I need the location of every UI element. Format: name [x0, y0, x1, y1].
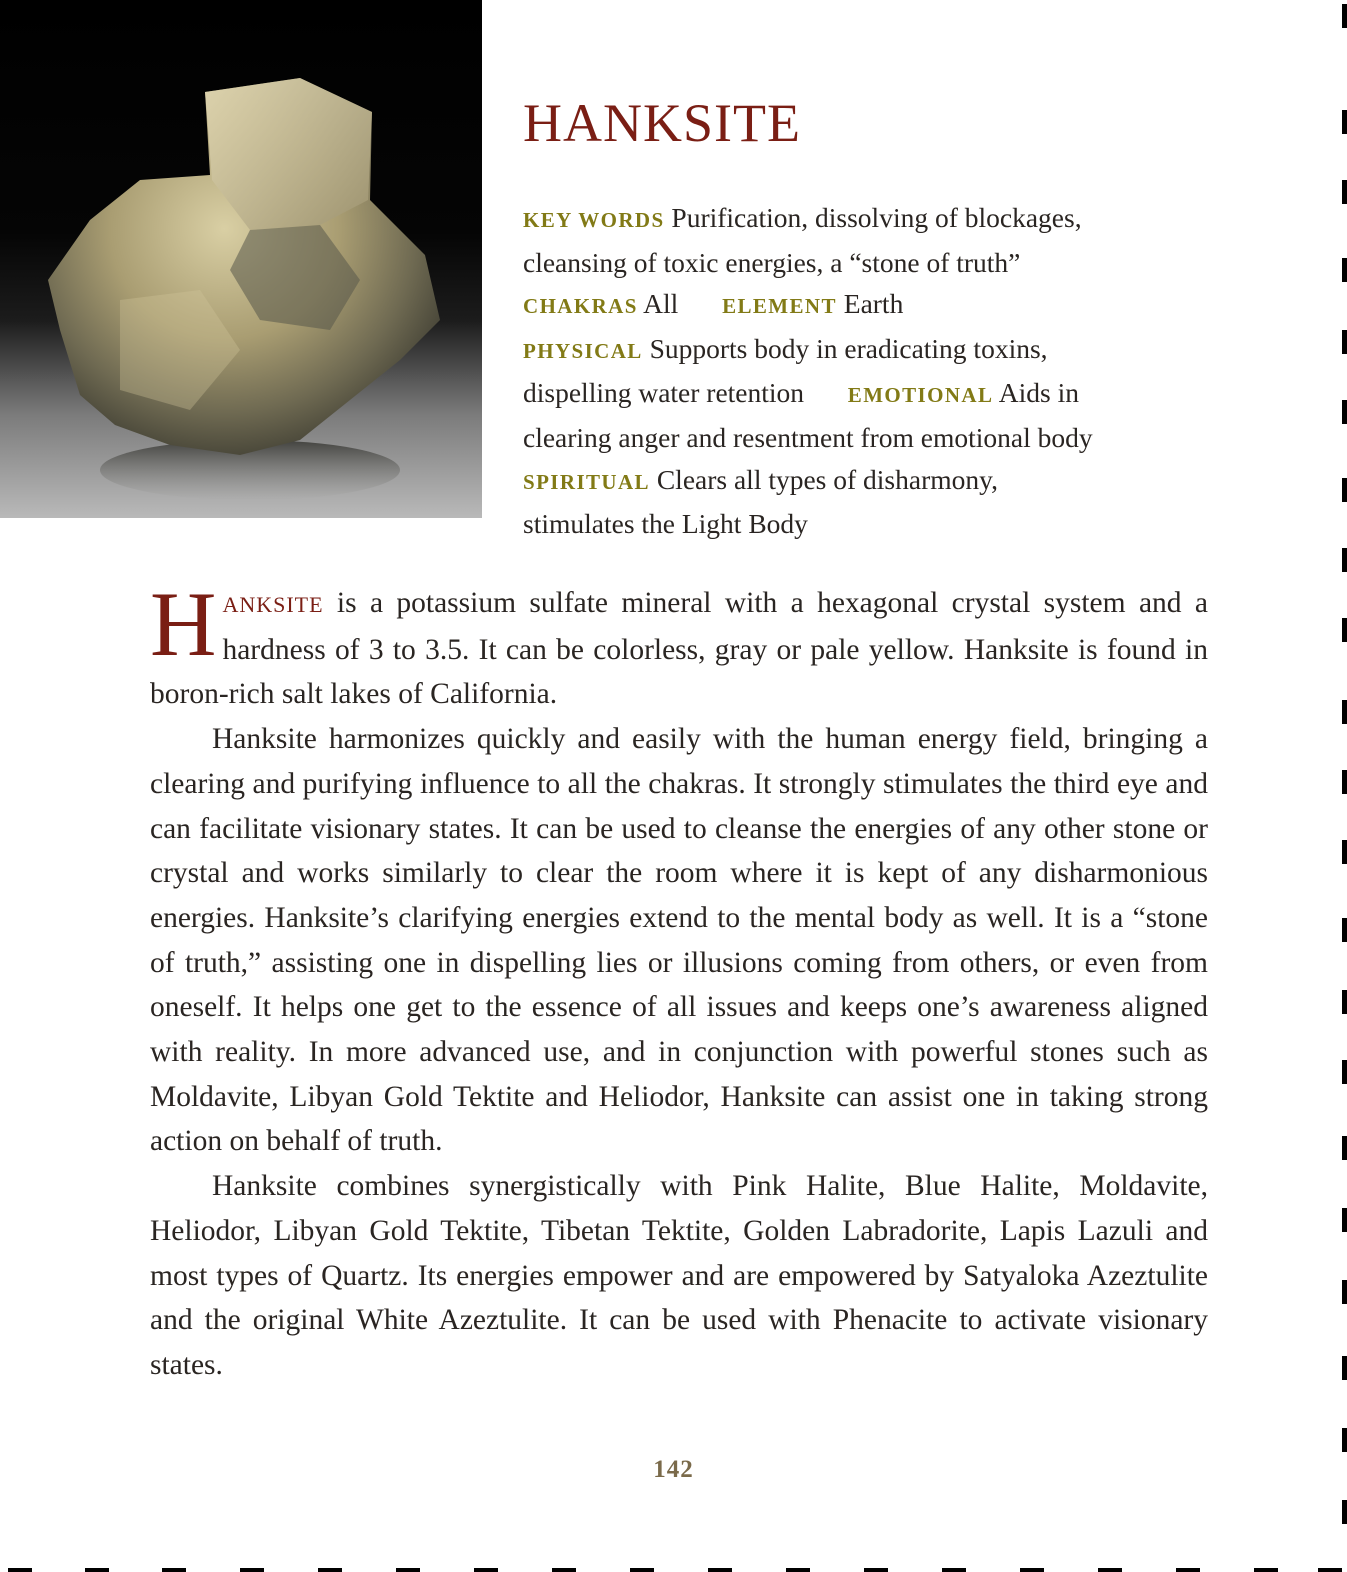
paragraph-properties: Hanksite harmonizes quickly and easily with the human energy field, bringing a clearing and purifying influence to all the chakras. It strongly stimulates the third eye and can facilitate visionary states. It can be used to cleanse the energies of any other stone or crystal and works similarly to clear the room where it is kept of any disharmonious energies. Hanksite’s clarifying energies extend to the mental body as well. It is a “stone of truth,” assisting one in dispelling lies or illusions coming from others, or even from oneself. It helps one get to the essence of all issues and keeps one’s awareness aligned with reality. In more advanced use, and in conjunction with powerful stones such as Moldavite, Libyan Gold Tektite and Heliodor, Hanksite can assist one in taking strong action on behalf of truth.: [150, 723, 1208, 1158]
page-title: HANKSITE: [523, 93, 801, 153]
spiritual-value: Clears all types of disharmony,: [656, 463, 998, 495]
paragraph-intro: [150, 573, 1208, 717]
element-label: ELEMENT: [722, 294, 837, 319]
emotional-label: EMOTIONAL: [847, 383, 994, 408]
physical-value-cont: dispelling water retention: [523, 377, 805, 409]
chakras-label: CHAKRAS: [523, 294, 638, 319]
paragraph-intro-text: is a potassium sulfate mineral with a hexagonal crystal system and a hardness of 3 to 3.5. It can be colorless, gray or pale yellow. Hanksite is found in boron-rich salt lakes of California.: [150, 587, 1208, 711]
spiritual-value-cont: stimulates the Light Body: [523, 508, 808, 540]
attributes-panel: [523, 197, 1223, 545]
drop-cap: H: [150, 573, 217, 675]
chakras-value: All: [643, 288, 679, 320]
hanksite-crystal-icon: [0, 0, 482, 518]
key-words-value-cont: cleansing of toxic energies, a “stone of truth”: [523, 246, 1021, 278]
element-value: Earth: [843, 288, 904, 320]
emotional-value: Aids in: [998, 377, 1079, 409]
right-crop-marks: [1341, 0, 1347, 1572]
bottom-crop-marks: [0, 1564, 1347, 1572]
spiritual-label: SPIRITUAL: [523, 469, 650, 494]
page-number: 142: [653, 1456, 694, 1483]
key-words-label: KEY WORDS: [523, 208, 665, 232]
body-text: [150, 573, 1208, 1388]
physical-value: Supports body in eradicating toxins,: [649, 332, 1048, 364]
lead-smallcaps: ANKSITE: [222, 592, 324, 617]
key-words-value: Purification, dissolving of blockages,: [671, 202, 1082, 233]
hanksite-photo: [0, 0, 482, 518]
paragraph-combinations: Hanksite combines synergistically with Pink Halite, Blue Halite, Moldavite, Heliodor, Libyan Gold Tektite, Tibetan Tektite, Golden Labradorite, Lapis Lazuli and most types of Quartz. Its energies empower and are empowered by Satyaloka Azeztulite and the original White Azeztulite. It can be used with Phenacite to activate visionary states.: [150, 1170, 1208, 1381]
emotional-value-cont: clearing anger and resentment from emotional body: [523, 421, 1093, 453]
physical-label: PHYSICAL: [523, 338, 643, 363]
